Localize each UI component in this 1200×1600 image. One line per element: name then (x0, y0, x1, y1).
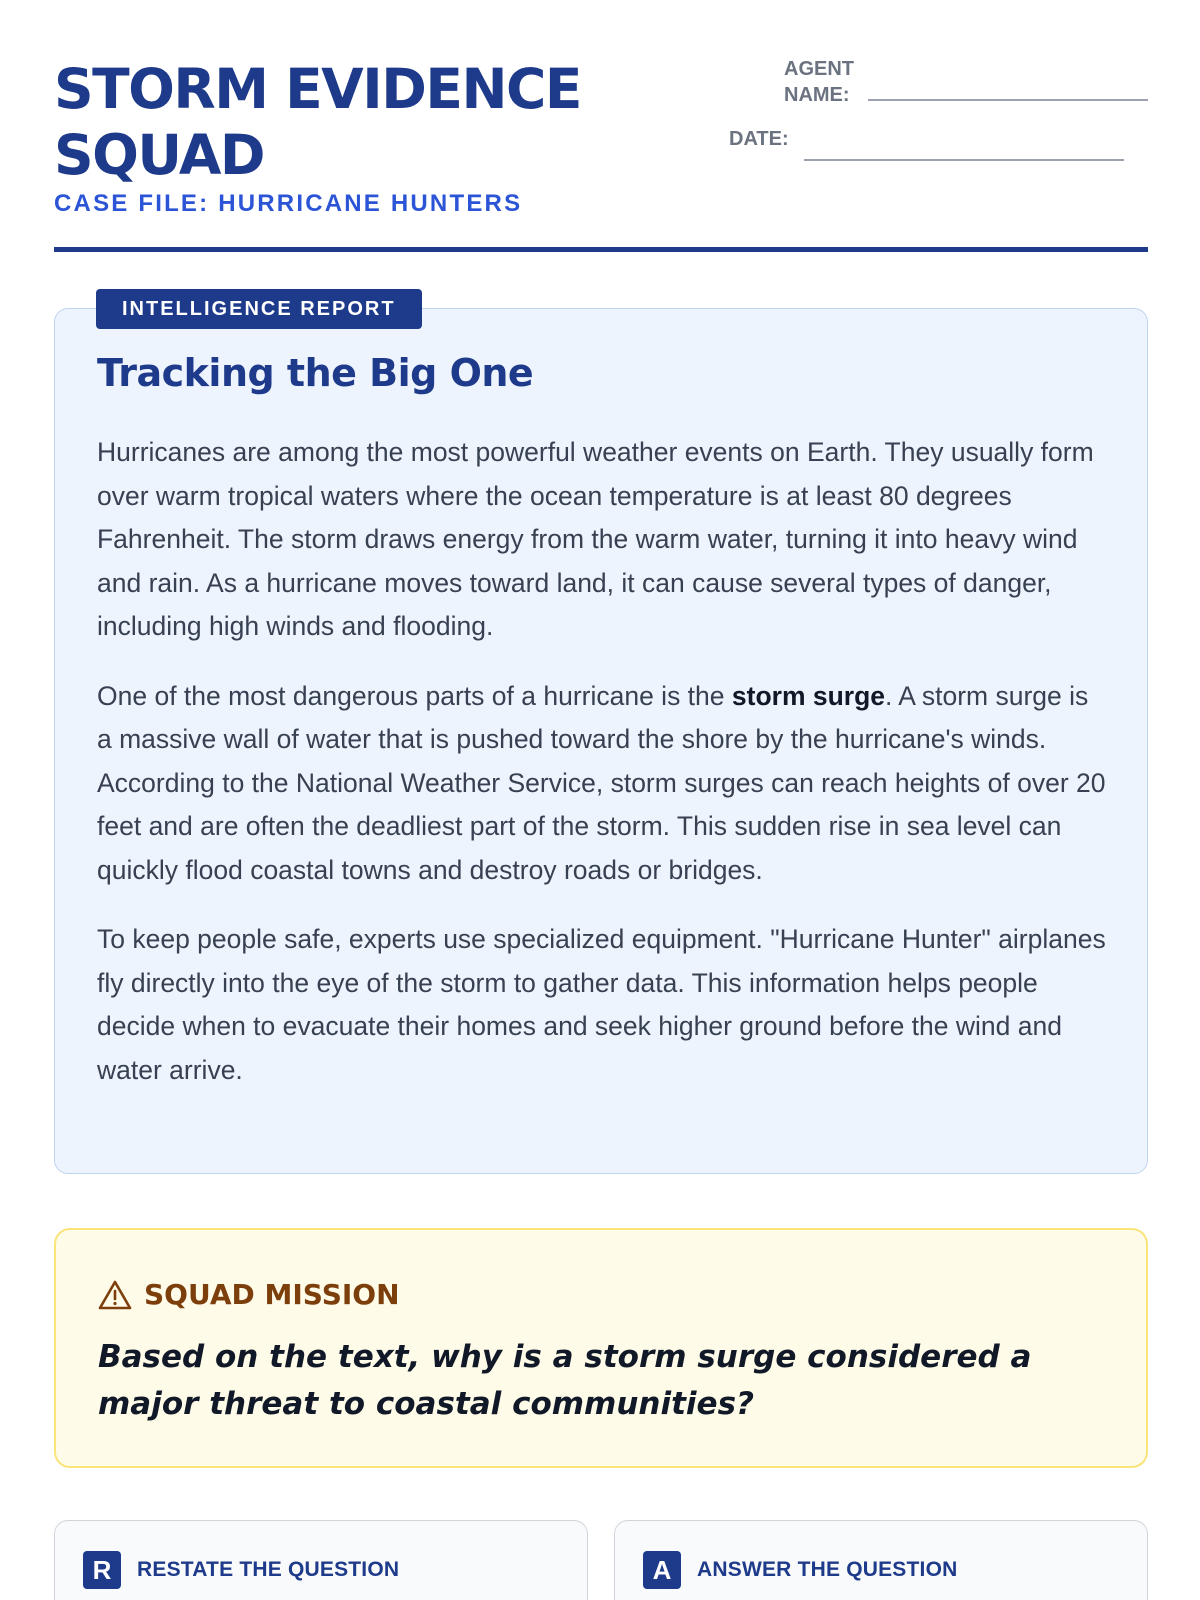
header-divider (54, 247, 1148, 252)
paragraph-2-text-start: One of the most dangerous parts of a hurricane is the (97, 680, 732, 711)
date-field[interactable] (804, 159, 1124, 161)
agent-name-field[interactable] (868, 99, 1148, 101)
intelligence-report-card (54, 308, 1148, 1174)
paragraph-2-text-end: . A storm surge is a massive wall of water that is pushed toward the shore by the hurricane's winds. According to the National Weather Service, storm surges can reach heights of over 20 feet and are often the deadliest part of the storm. This sudden rise in sea level can quickly flood coastal towns and destroy roads or bridges. (97, 680, 1106, 885)
report-paragraph-2 (97, 675, 1107, 893)
report-paragraph-1: Hurricanes are among the most powerful weather events on Earth. They usually form over warm tropical waters where the ocean temperature is at least 80 degrees Fahrenheit. The storm draws energy from the warm water, turning it into heavy wind and rain. As a hurricane moves toward land, it can cause several types of danger, including high winds and flooding. (97, 437, 1094, 641)
case-file-subtitle: CASE FILE: HURRICANE HUNTERS (54, 190, 523, 217)
date-label: DATE: (729, 128, 789, 150)
mission-header (98, 1278, 400, 1311)
squad-mission-card (54, 1228, 1148, 1468)
answer-badge: A (643, 1551, 681, 1589)
mission-question: Based on the text, why is a storm surge considered a major threat to coastal communities? (98, 1339, 1032, 1422)
storm-surge-term: storm surge (731, 680, 886, 711)
warning-icon (98, 1279, 132, 1311)
report-paragraph-3: To keep people safe, experts use specialized equipment. "Hurricane Hunter" airplanes fly directly into the eye of the storm to gather data. This information helps people decide when to evacuate their homes and seek higher ground before the wind and water arrive. (97, 924, 1106, 1085)
worksheet-header (54, 56, 1148, 256)
report-body (97, 431, 1107, 1118)
answer-header (643, 1551, 957, 1589)
report-heading: Tracking the Big One (97, 351, 534, 395)
answer-question-card (614, 1520, 1148, 1600)
answer-label: ANSWER THE QUESTION (697, 1558, 958, 1581)
page-title: STORM EVIDENCE SQUAD (54, 57, 581, 187)
restate-badge: R (83, 1551, 121, 1589)
agent-name-label: AGENT NAME: (784, 58, 854, 106)
restate-label: RESTATE THE QUESTION (137, 1558, 400, 1581)
mission-title: SQUAD MISSION (144, 1278, 400, 1311)
restate-header (83, 1551, 399, 1589)
intelligence-report-tag: INTELLIGENCE REPORT (96, 289, 422, 329)
restate-question-card (54, 1520, 588, 1600)
